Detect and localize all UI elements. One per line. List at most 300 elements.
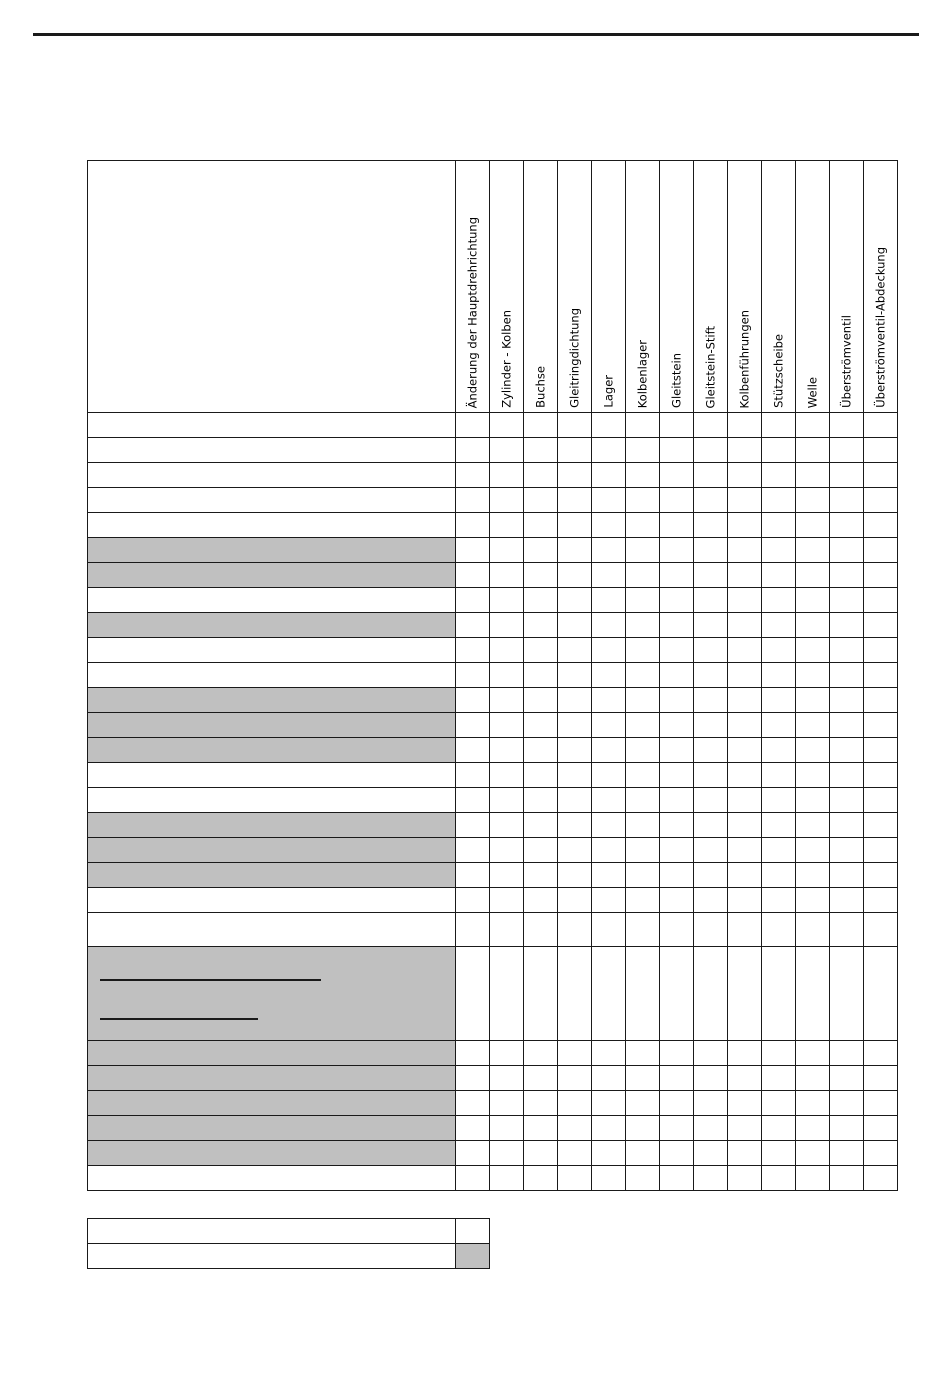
matrix-cell xyxy=(830,1166,864,1191)
matrix-cell xyxy=(660,1066,694,1091)
matrix-cell xyxy=(524,663,558,688)
table-row xyxy=(88,588,898,613)
top-rule xyxy=(33,33,919,36)
matrix-cell xyxy=(864,463,898,488)
matrix-cell xyxy=(728,888,762,913)
matrix-cell xyxy=(524,613,558,638)
matrix-cell xyxy=(660,947,694,1041)
matrix-cell xyxy=(558,413,592,438)
matrix-cell xyxy=(592,838,626,863)
matrix-cell xyxy=(626,888,660,913)
matrix-cell xyxy=(796,1066,830,1091)
table-row xyxy=(88,838,898,863)
matrix-cell xyxy=(626,488,660,513)
matrix-cell xyxy=(592,1066,626,1091)
matrix-cell xyxy=(626,913,660,947)
matrix-cell xyxy=(762,413,796,438)
matrix-cell xyxy=(694,413,728,438)
matrix-cell xyxy=(796,813,830,838)
matrix-cell xyxy=(524,488,558,513)
matrix-cell xyxy=(524,1066,558,1091)
matrix-cell xyxy=(796,713,830,738)
matrix-cell xyxy=(694,1066,728,1091)
row-label-cell xyxy=(88,538,456,563)
matrix-cell xyxy=(694,438,728,463)
row-label-cell xyxy=(88,438,456,463)
matrix-cell xyxy=(694,1116,728,1141)
matrix-cell xyxy=(660,863,694,888)
matrix-cell xyxy=(490,947,524,1041)
matrix-cell xyxy=(558,613,592,638)
matrix-cell xyxy=(864,588,898,613)
matrix-cell xyxy=(456,788,490,813)
matrix-cell xyxy=(558,738,592,763)
matrix-cell xyxy=(864,913,898,947)
matrix-cell xyxy=(864,1066,898,1091)
matrix-cell xyxy=(694,638,728,663)
matrix-cell xyxy=(524,1091,558,1116)
matrix-cell xyxy=(864,613,898,638)
matrix-cell xyxy=(558,788,592,813)
matrix-cell xyxy=(524,1141,558,1166)
matrix-cell xyxy=(728,713,762,738)
matrix-cell xyxy=(694,1041,728,1066)
matrix-cell xyxy=(660,1116,694,1141)
matrix-cell xyxy=(558,838,592,863)
matrix-cell xyxy=(762,538,796,563)
matrix-cell xyxy=(762,638,796,663)
col-label: Gleitringdichtung xyxy=(566,308,581,408)
matrix-cell xyxy=(592,1116,626,1141)
matrix-cell xyxy=(796,763,830,788)
row-label-cell xyxy=(88,838,456,863)
matrix-cell xyxy=(830,1041,864,1066)
matrix-cell xyxy=(830,663,864,688)
legend-label-cell xyxy=(88,1244,456,1269)
matrix-cell xyxy=(762,738,796,763)
matrix-cell xyxy=(456,638,490,663)
matrix-cell xyxy=(456,663,490,688)
matrix-cell xyxy=(694,1166,728,1191)
matrix-cell xyxy=(830,613,864,638)
matrix-cell xyxy=(592,1041,626,1066)
matrix-cell xyxy=(524,947,558,1041)
matrix-cell xyxy=(490,1166,524,1191)
component-matrix-table xyxy=(87,160,898,1191)
matrix-cell xyxy=(524,713,558,738)
matrix-cell xyxy=(864,788,898,813)
matrix-cell xyxy=(456,1166,490,1191)
matrix-cell xyxy=(762,1091,796,1116)
matrix-cell xyxy=(830,1116,864,1141)
matrix-cell xyxy=(592,1166,626,1191)
matrix-cell xyxy=(490,813,524,838)
matrix-cell xyxy=(558,463,592,488)
matrix-cell xyxy=(694,913,728,947)
matrix-cell xyxy=(592,1141,626,1166)
matrix-cell xyxy=(524,1041,558,1066)
row-label-cell xyxy=(88,763,456,788)
row-label-cell xyxy=(88,513,456,538)
table-row xyxy=(88,713,898,738)
legend-row xyxy=(88,1219,490,1244)
matrix-cell xyxy=(456,947,490,1041)
matrix-cell xyxy=(728,1166,762,1191)
matrix-cell xyxy=(864,513,898,538)
matrix-cell xyxy=(830,838,864,863)
matrix-cell xyxy=(524,688,558,713)
matrix-cell xyxy=(490,1041,524,1066)
col-header-stuetzscheibe xyxy=(762,161,796,413)
matrix-cell xyxy=(456,1091,490,1116)
matrix-cell xyxy=(592,663,626,688)
matrix-cell xyxy=(558,1116,592,1141)
matrix-cell xyxy=(762,863,796,888)
matrix-cell xyxy=(830,563,864,588)
table-row xyxy=(88,513,898,538)
matrix-cell xyxy=(490,488,524,513)
matrix-cell xyxy=(558,863,592,888)
table-row xyxy=(88,638,898,663)
row-label-cell xyxy=(88,1066,456,1091)
matrix-cell xyxy=(490,538,524,563)
col-header-gleitring xyxy=(558,161,592,413)
underline-rule xyxy=(100,1018,258,1020)
matrix-cell xyxy=(694,838,728,863)
matrix-cell xyxy=(830,888,864,913)
col-header-buchse xyxy=(524,161,558,413)
matrix-cell xyxy=(864,538,898,563)
row-label-cell xyxy=(88,713,456,738)
matrix-cell xyxy=(694,688,728,713)
matrix-cell xyxy=(558,763,592,788)
matrix-cell xyxy=(796,488,830,513)
matrix-cell xyxy=(490,513,524,538)
underline-rule xyxy=(100,979,321,981)
row-label-cell xyxy=(88,413,456,438)
matrix-cell xyxy=(626,638,660,663)
matrix-cell xyxy=(660,738,694,763)
matrix-cell xyxy=(694,513,728,538)
matrix-cell xyxy=(830,763,864,788)
matrix-cell xyxy=(558,1166,592,1191)
legend-swatch xyxy=(456,1244,490,1269)
matrix-cell xyxy=(490,688,524,713)
matrix-cell xyxy=(762,947,796,1041)
matrix-cell xyxy=(592,513,626,538)
matrix-cell xyxy=(864,1141,898,1166)
row-label-cell xyxy=(88,663,456,688)
table-row xyxy=(88,738,898,763)
matrix-cell xyxy=(490,863,524,888)
matrix-cell xyxy=(524,1116,558,1141)
matrix-cell xyxy=(524,763,558,788)
matrix-cell xyxy=(762,1116,796,1141)
matrix-cell xyxy=(728,513,762,538)
col-label: Gleitstein xyxy=(668,353,683,408)
matrix-cell xyxy=(728,588,762,613)
matrix-cell xyxy=(626,413,660,438)
matrix-cell xyxy=(456,1141,490,1166)
col-header-kolbenfuehrungen xyxy=(728,161,762,413)
matrix-cell xyxy=(456,588,490,613)
col-label: Lager xyxy=(600,375,615,408)
matrix-cell xyxy=(762,588,796,613)
matrix-cell xyxy=(728,463,762,488)
matrix-cell xyxy=(558,888,592,913)
matrix-cell xyxy=(694,947,728,1041)
matrix-cell xyxy=(592,563,626,588)
matrix-cell xyxy=(456,463,490,488)
matrix-cell xyxy=(762,788,796,813)
matrix-cell xyxy=(490,588,524,613)
matrix-cell xyxy=(796,863,830,888)
matrix-cell xyxy=(830,538,864,563)
matrix-cell xyxy=(762,813,796,838)
matrix-cell xyxy=(592,863,626,888)
matrix-cell xyxy=(796,1166,830,1191)
row-label-cell xyxy=(88,488,456,513)
row-label-cell xyxy=(88,863,456,888)
col-header-gleitstein-stift xyxy=(694,161,728,413)
row-label-cell xyxy=(88,638,456,663)
row-label-cell xyxy=(88,463,456,488)
matrix-cell xyxy=(830,488,864,513)
matrix-cell xyxy=(524,563,558,588)
row-label-cell xyxy=(88,788,456,813)
matrix-cell xyxy=(558,913,592,947)
matrix-cell xyxy=(592,413,626,438)
matrix-cell xyxy=(626,463,660,488)
matrix-cell xyxy=(490,1091,524,1116)
matrix-cell xyxy=(796,1116,830,1141)
matrix-cell xyxy=(864,1116,898,1141)
matrix-cell xyxy=(762,1041,796,1066)
row-label-cell xyxy=(88,1041,456,1066)
matrix-cell xyxy=(626,588,660,613)
matrix-cell xyxy=(626,1066,660,1091)
matrix-cell xyxy=(796,438,830,463)
matrix-cell xyxy=(864,663,898,688)
row-label-cell xyxy=(88,947,456,1041)
matrix-cell xyxy=(762,913,796,947)
matrix-cell xyxy=(694,863,728,888)
row-label-cell xyxy=(88,738,456,763)
matrix-cell xyxy=(456,1041,490,1066)
row-label-cell xyxy=(88,1141,456,1166)
matrix-cell xyxy=(626,1041,660,1066)
matrix-cell xyxy=(830,513,864,538)
matrix-cell xyxy=(626,838,660,863)
matrix-cell xyxy=(524,438,558,463)
matrix-cell xyxy=(830,813,864,838)
matrix-cell xyxy=(762,513,796,538)
matrix-cell xyxy=(558,563,592,588)
matrix-cell xyxy=(728,538,762,563)
matrix-cell xyxy=(490,1116,524,1141)
matrix-cell xyxy=(524,638,558,663)
matrix-cell xyxy=(456,1066,490,1091)
matrix-cell xyxy=(830,588,864,613)
matrix-cell xyxy=(558,1041,592,1066)
matrix-cell xyxy=(830,713,864,738)
row-label-cell xyxy=(88,913,456,947)
matrix-cell xyxy=(626,613,660,638)
matrix-cell xyxy=(524,788,558,813)
matrix-cell xyxy=(762,463,796,488)
matrix-cell xyxy=(694,888,728,913)
col-header-ueberstroemventil-abdeckung xyxy=(864,161,898,413)
matrix-cell xyxy=(864,563,898,588)
col-label: Buchse xyxy=(532,366,547,408)
matrix-cell xyxy=(490,438,524,463)
matrix-cell xyxy=(830,688,864,713)
row-label-cell xyxy=(88,588,456,613)
col-label: Überströmventil-Abdeckung xyxy=(872,247,887,408)
table-row xyxy=(88,788,898,813)
matrix-cell xyxy=(558,588,592,613)
matrix-cell xyxy=(456,538,490,563)
matrix-cell xyxy=(728,738,762,763)
matrix-cell xyxy=(864,638,898,663)
matrix-cell xyxy=(490,738,524,763)
matrix-cell xyxy=(796,538,830,563)
matrix-cell xyxy=(796,688,830,713)
matrix-cell xyxy=(626,688,660,713)
matrix-cell xyxy=(728,838,762,863)
matrix-cell xyxy=(796,638,830,663)
matrix-cell xyxy=(864,947,898,1041)
matrix-cell xyxy=(558,947,592,1041)
matrix-cell xyxy=(830,1091,864,1116)
matrix-cell xyxy=(728,413,762,438)
matrix-cell xyxy=(660,438,694,463)
matrix-cell xyxy=(456,513,490,538)
matrix-cell xyxy=(626,788,660,813)
col-header-lager xyxy=(592,161,626,413)
matrix-cell xyxy=(626,563,660,588)
matrix-cell xyxy=(456,838,490,863)
matrix-cell xyxy=(796,513,830,538)
matrix-cell xyxy=(524,1166,558,1191)
matrix-cell xyxy=(456,763,490,788)
table-row xyxy=(88,488,898,513)
row-label-cell xyxy=(88,1116,456,1141)
matrix-cell xyxy=(762,563,796,588)
matrix-cell xyxy=(728,438,762,463)
matrix-cell xyxy=(864,713,898,738)
matrix-cell xyxy=(626,1166,660,1191)
matrix-cell xyxy=(830,413,864,438)
matrix-cell xyxy=(796,463,830,488)
matrix-cell xyxy=(592,688,626,713)
matrix-cell xyxy=(796,588,830,613)
matrix-cell xyxy=(456,688,490,713)
matrix-cell xyxy=(456,888,490,913)
matrix-cell xyxy=(592,888,626,913)
matrix-cell xyxy=(456,563,490,588)
matrix-cell xyxy=(660,913,694,947)
matrix-cell xyxy=(490,613,524,638)
matrix-cell xyxy=(796,1041,830,1066)
col-header-welle xyxy=(796,161,830,413)
matrix-cell xyxy=(660,763,694,788)
col-header-zylinder xyxy=(490,161,524,413)
matrix-cell xyxy=(660,688,694,713)
matrix-cell xyxy=(728,1066,762,1091)
matrix-cell xyxy=(490,763,524,788)
matrix-cell xyxy=(592,738,626,763)
matrix-cell xyxy=(694,788,728,813)
matrix-body xyxy=(88,413,898,1191)
matrix-cell xyxy=(558,513,592,538)
matrix-cell xyxy=(490,463,524,488)
matrix-cell xyxy=(762,1166,796,1191)
table-row xyxy=(88,813,898,838)
matrix-cell xyxy=(864,413,898,438)
matrix-cell xyxy=(490,1066,524,1091)
matrix-cell xyxy=(592,638,626,663)
matrix-cell xyxy=(660,663,694,688)
table-row xyxy=(88,663,898,688)
matrix-cell xyxy=(660,588,694,613)
matrix-cell xyxy=(558,713,592,738)
matrix-cell xyxy=(864,813,898,838)
matrix-cell xyxy=(490,638,524,663)
matrix-cell xyxy=(490,663,524,688)
matrix-cell xyxy=(864,488,898,513)
matrix-cell xyxy=(660,513,694,538)
matrix-header-row xyxy=(88,161,898,413)
matrix-cell xyxy=(558,663,592,688)
matrix-cell xyxy=(524,738,558,763)
matrix-cell xyxy=(592,463,626,488)
matrix-cell xyxy=(592,947,626,1041)
matrix-cell xyxy=(728,913,762,947)
matrix-cell xyxy=(558,688,592,713)
matrix-cell xyxy=(558,638,592,663)
matrix-cell xyxy=(626,763,660,788)
matrix-cell xyxy=(694,538,728,563)
matrix-cell xyxy=(864,1041,898,1066)
matrix-cell xyxy=(524,588,558,613)
matrix-cell xyxy=(456,413,490,438)
matrix-cell xyxy=(592,488,626,513)
matrix-cell xyxy=(864,438,898,463)
matrix-cell xyxy=(694,488,728,513)
table-row xyxy=(88,563,898,588)
matrix-cell xyxy=(762,888,796,913)
matrix-cell xyxy=(456,713,490,738)
matrix-cell xyxy=(762,613,796,638)
matrix-cell xyxy=(592,588,626,613)
matrix-cell xyxy=(728,947,762,1041)
matrix-cell xyxy=(694,613,728,638)
matrix-cell xyxy=(490,413,524,438)
legend-table xyxy=(87,1218,490,1269)
matrix-cell xyxy=(524,813,558,838)
matrix-cell xyxy=(626,947,660,1041)
matrix-cell xyxy=(626,813,660,838)
matrix-cell xyxy=(626,1116,660,1141)
matrix-cell xyxy=(830,913,864,947)
matrix-cell xyxy=(796,1091,830,1116)
matrix-cell xyxy=(592,763,626,788)
col-header-gleitstein xyxy=(660,161,694,413)
matrix-cell xyxy=(660,538,694,563)
matrix-cell xyxy=(626,1091,660,1116)
col-header-kolbenlager xyxy=(626,161,660,413)
